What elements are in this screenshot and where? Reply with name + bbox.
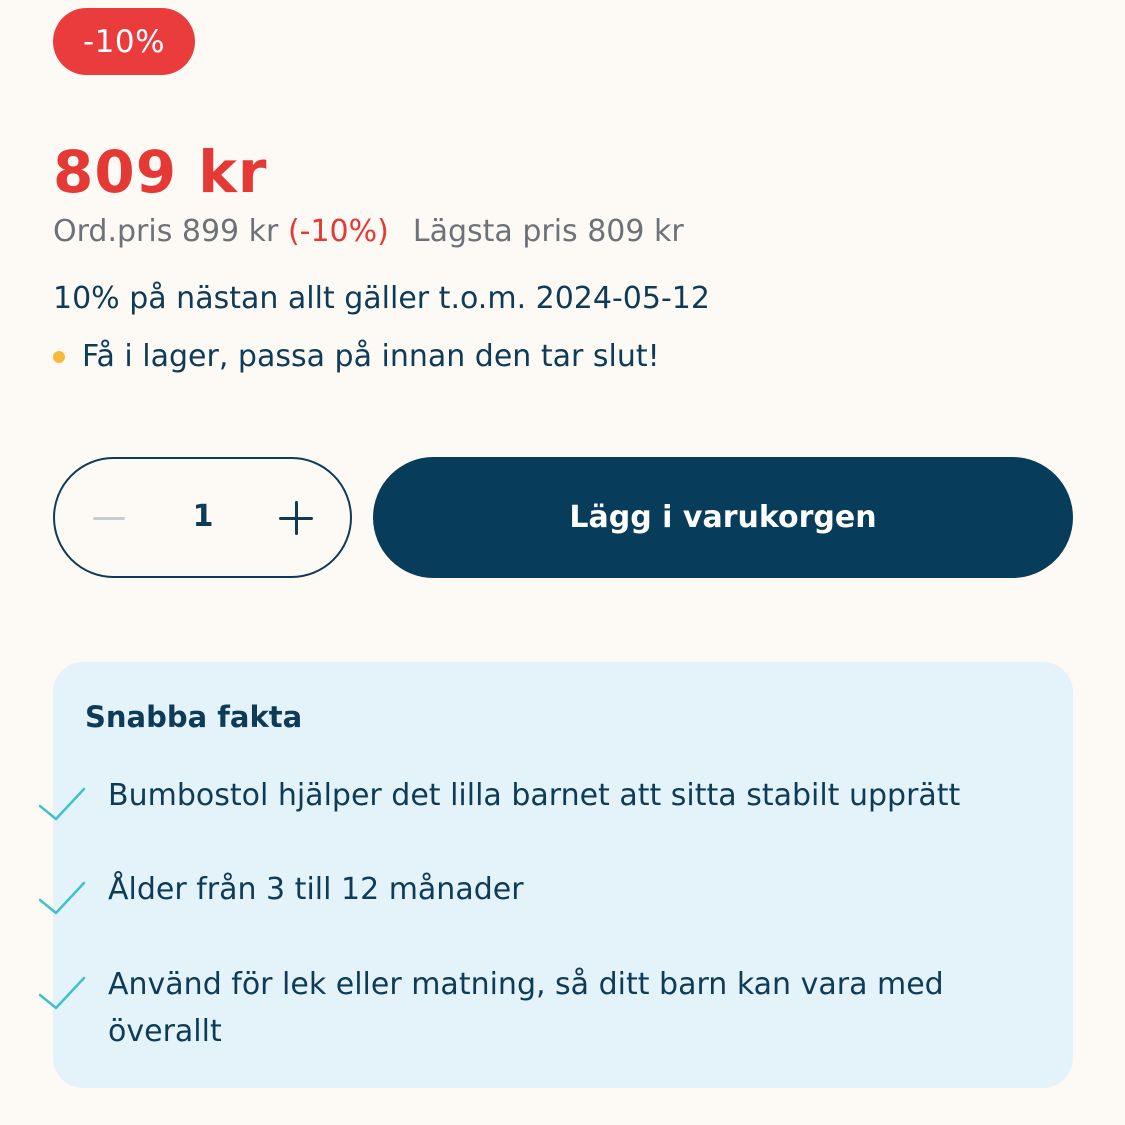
fact-text: Ålder från 3 till 12 månader	[108, 872, 524, 907]
lowest-price: Lägsta pris 809 kr	[412, 214, 684, 249]
quantity-value[interactable]: 1	[192, 499, 214, 534]
current-price: 809 kr	[53, 138, 268, 206]
fact-item	[38, 772, 988, 822]
checkmark-icon	[38, 975, 86, 1011]
add-to-cart-button[interactable]: Lägg i varukorgen	[373, 457, 1073, 578]
quick-facts-title: Snabba fakta	[85, 700, 303, 734]
campaign-text: 10% på nästan allt gäller t.o.m. 2024-05-12	[53, 281, 710, 316]
decrease-quantity-button[interactable]	[93, 494, 127, 542]
fact-item	[38, 866, 988, 916]
stock-status	[53, 339, 660, 374]
fact-text: Använd för lek eller matning, så ditt barn kan vara med överallt	[108, 967, 944, 1049]
ordinary-price: Ord.pris 899 kr	[53, 214, 279, 249]
stock-status-text: Få i lager, passa på innan den tar slut!	[82, 339, 660, 374]
discount-badge: -10%	[53, 8, 195, 75]
increase-quantity-button[interactable]	[279, 501, 313, 535]
stock-dot-icon	[53, 351, 65, 363]
checkmark-icon	[38, 880, 86, 916]
price-details	[53, 214, 684, 249]
checkmark-icon	[38, 786, 86, 822]
quantity-stepper	[53, 457, 352, 578]
fact-item	[38, 961, 988, 1055]
fact-text: Bumbostol hjälper det lilla barnet att sitta stabilt upprätt	[108, 778, 961, 813]
ordinary-discount-percent: (-10%)	[287, 214, 389, 249]
